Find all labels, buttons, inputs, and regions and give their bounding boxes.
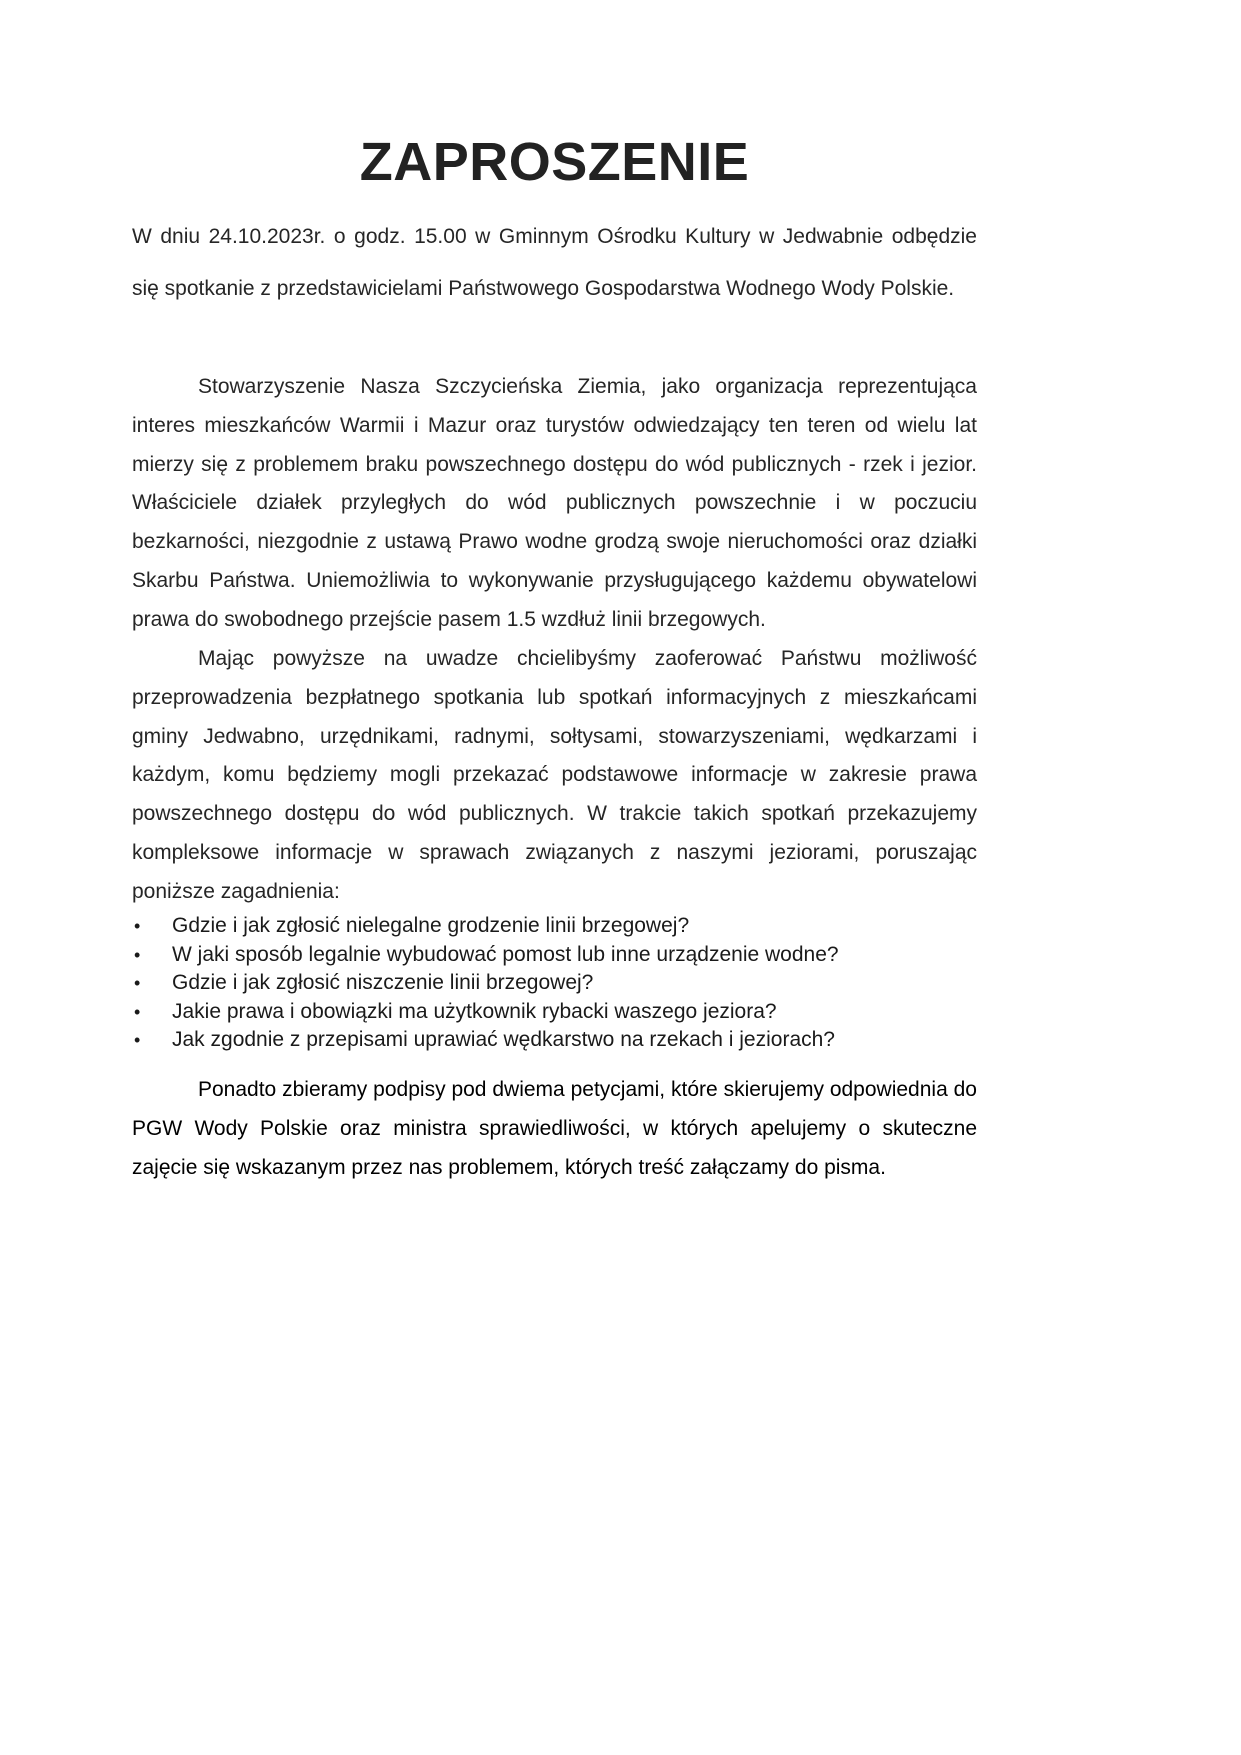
list-item-text: Jak zgodnie z przepisami uprawiać wędkarstwo na rzekach i jeziorach? (172, 1028, 835, 1051)
paragraph-association-problem: Stowarzyszenie Nasza Szczycieńska Ziemia, jako organizacja reprezentująca interes mieszkańców Warmii i Mazur oraz turystów odwiedzający ten teren od wielu lat mierzy się z problemem braku powszechnego dostępu do wód publicznych - rzek i jezior. Właściciele działek przyległych do wód publicznych powszechnie i w poczuciu bezkarności, niezgodnie z ustawą Prawo wodne grodzą swoje nieruchomości oraz działki Skarbu Państwa. Uniemożliwia to wykonywanie przysługującego każdemu obywatelowi prawa do swobodnego przejście pasem 1.5 wzdłuż linii brzegowych. (132, 375, 977, 631)
document-title: ZAPROSZENIE (359, 132, 750, 192)
topics-list (132, 912, 977, 1055)
list-item (132, 912, 977, 941)
list-item (132, 1026, 977, 1055)
list-item (132, 941, 977, 970)
paragraph-meeting-announcement: W dniu 24.10.2023r. o godz. 15.00 w Gminnym Ośrodku Kultury w Jedwabnie odbędzie się spotkanie z przedstawicielami Państwowego Gospodarstwa Wodnego Wody Polskie. (132, 225, 977, 300)
list-item-text: Gdzie i jak zgłosić nielegalne grodzenie linii brzegowej? (172, 914, 690, 937)
paragraph-petitions: Ponadto zbieramy podpisy pod dwiema petycjami, które skierujemy odpowiednia do PGW Wody Polskie oraz ministra sprawiedliwości, w których apelujemy o skuteczne zajęcie się wskazanym przez nas problemem, których treść załączamy do pisma. (132, 1078, 977, 1179)
list-item-text: W jaki sposób legalnie wybudować pomost lub inne urządzenie wodne? (172, 942, 839, 966)
list-item (132, 998, 977, 1027)
paragraph-meeting-offer: Mając powyższe na uwadze chcielibyśmy zaoferować Państwu możliwość przeprowadzenia bezpłatnego spotkania lub spotkań informacyjnych z mieszkańcami gminy Jedwabno, urzędnikami, radnymi, sołtysami, stowarzyszeniami, wędkarzami i każdym, komu będziemy mogli przekazać podstawowe informacje w zakresie prawa powszechnego dostępu do wód publicznych. W trakcie takich spotkań przekazujemy kompleksowe informacje w sprawach związanych z naszymi jeziorami, poruszając poniższe zagadnienia: (132, 647, 977, 903)
bullet-icon: • (134, 1030, 141, 1050)
bullet-icon: • (134, 916, 141, 936)
bullet-icon: • (134, 1001, 141, 1022)
bullet-icon: • (134, 944, 141, 965)
bullet-icon: • (134, 973, 141, 993)
list-item (132, 969, 977, 998)
list-item-text: Gdzie i jak zgłosić niszczenie linii brzegowej? (172, 971, 594, 994)
list-item-text: Jakie prawa i obowiązki ma użytkownik rybacki waszego jeziora? (172, 999, 777, 1023)
